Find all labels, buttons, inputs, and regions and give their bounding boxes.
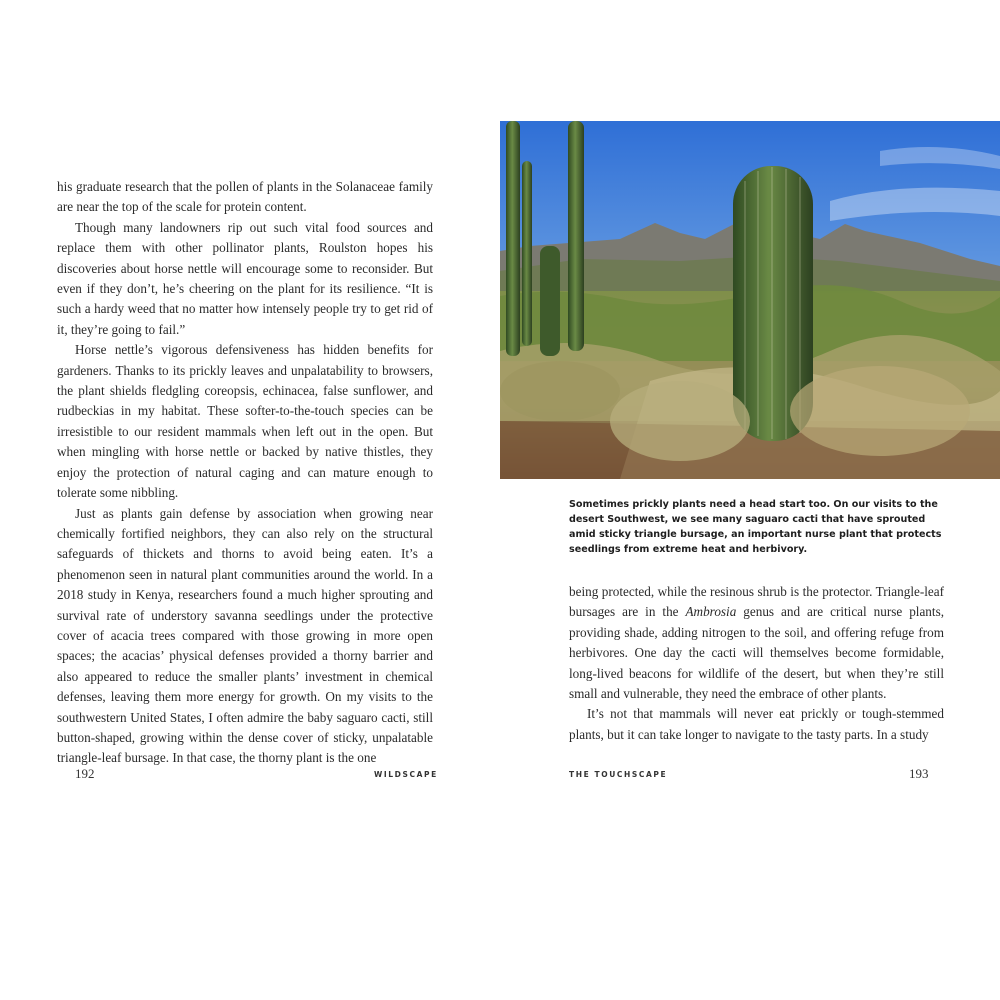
right-body-text (569, 582, 944, 745)
photo-caption: Sometimes prickly plants need a head start too. On our visits to the desert Southwest, we see many saguaro cacti that have sprouted amid sticky triangle bursage, an important nurse plant that protects seedlings from extreme heat and herbivory. (569, 499, 942, 555)
genus-name: Ambrosia (685, 604, 737, 620)
running-head-left: WILDSCAPE (374, 770, 438, 779)
paragraph-text: being protected, while the resinous shrub is the protector. Triangle-leaf bursages are in the (569, 584, 944, 620)
running-head-right: THE TOUCHSCAPE (569, 770, 668, 779)
paragraph: It’s not that mammals will never eat prickly or tough-stemmed plants, but it can take longer to navigate to the tasty parts. In a study (569, 706, 944, 742)
paragraph (569, 582, 944, 704)
paragraph: Though many landowners rip out such vital food sources and replace them with other pollinator plants, Roulston hopes his discoveries about horse nettle will encourage some to reconsider. But even if they don’t, he’s cheering on the plant for its resilience. “It is such a hardy weed that no matter how intensely people try to get rid of it, they’re going to fail.” (57, 219, 433, 337)
page-number-left: 192 (75, 766, 95, 781)
saguaro-photo (500, 121, 1000, 479)
right-page (500, 0, 1000, 1000)
paragraph: his graduate research that the pollen of plants in the Solanaceae family are near the top of the scale for protein content. (57, 179, 433, 215)
paragraph-text: genus and are critical nurse plants, providing shade, adding nitrogen to the soil, and offering refuge from herbivores. One day the cacti will themselves become formidable, long-lived beacons for wildlife of the desert, but when they’re still small and vulnerable, they need the embrace of other plants. (569, 604, 944, 702)
page-number-right: 193 (909, 766, 929, 781)
desert-scene-illustration (500, 121, 1000, 479)
paragraph: Just as plants gain defense by association when growing near chemically fortified neighbors, they can also rely on the structural safeguards of thickets and thorns to avoid being eaten. It’s a phenomenon seen in natural plant communities around the world. In a 2018 study in Kenya, researchers found a much higher sprouting and survival rate of understory savanna seedlings under the protective cover of acacia trees compared with those growing in more open spaces; the acacias’ physical defenses provided a thorny barrier and also appeared to reduce the smaller plants’ investment in chemical defenses, leaving them more energy for growth. On my visits to the southwestern United States, I often admire the baby saguaro cacti, still button-shaped, growing within the dense cover of sticky, unpalatable triangle-leaf bursage. In that case, the thorny plant is the one (57, 505, 433, 766)
left-body-text (57, 177, 433, 769)
paragraph: Horse nettle’s vigorous defensiveness has hidden benefits for gardeners. Thanks to its prickly leaves and unpalatability to browsers, the plant shields fledgling coreopsis, echinacea, false sunflower, and rudbeckias in my habitat. These softer-to-the-touch species can be irresistible to our resident mammals when left out in the open. But when mingling with horse nettle or backed by native thistles, they enjoy the protection of natural caging and can mature enough to tolerate some nibbling. (57, 342, 433, 501)
